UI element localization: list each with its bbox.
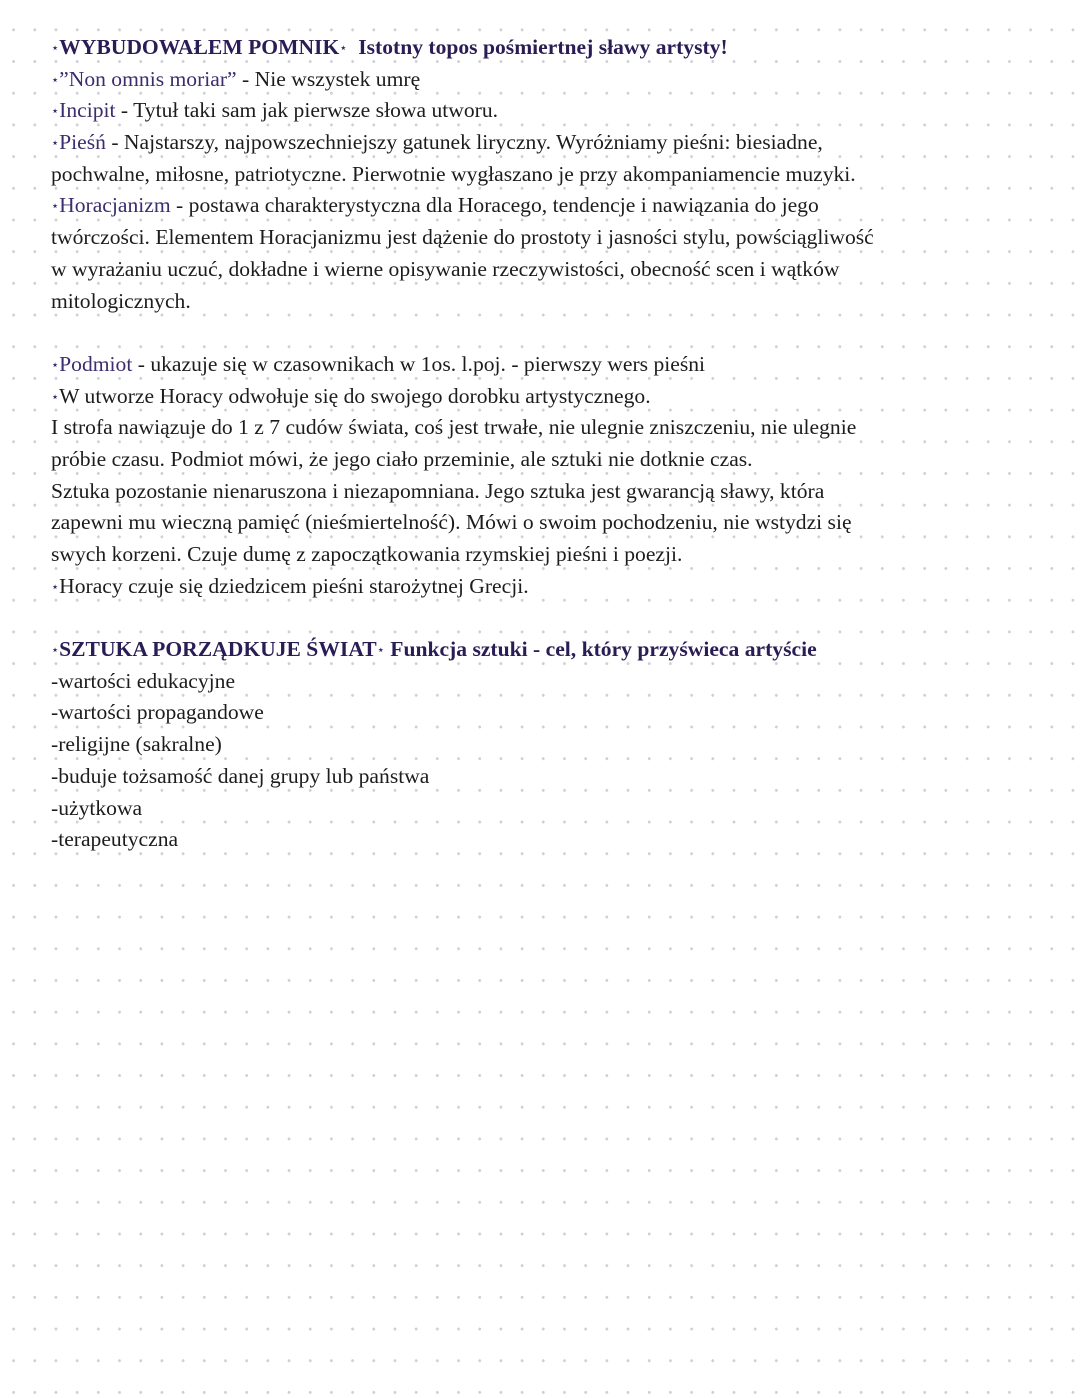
body-text: twórczości. Elementem Horacjanizmu jest dążenie do prostoty i jasności stylu, powściągliwość bbox=[51, 225, 874, 250]
text-line bbox=[51, 729, 1051, 761]
body-text: - Nie wszystek umrę bbox=[236, 66, 421, 91]
body-text: -religijne (sakralne) bbox=[51, 732, 222, 757]
term-label: Incipit bbox=[59, 98, 116, 123]
term-label: Horacjanizm bbox=[59, 193, 171, 218]
text-line bbox=[51, 793, 1051, 825]
body-text: pochwalne, miłosne, patriotyczne. Pierwotnie wygłaszano je przy akompaniamencie muzyki. bbox=[51, 161, 856, 186]
term-label: ”Non omnis moriar” bbox=[59, 66, 237, 91]
section-heading: SZTUKA PORZĄDKUJE ŚWIAT bbox=[59, 637, 377, 662]
text-line bbox=[51, 697, 1051, 729]
star-icon: ⋆ bbox=[51, 103, 60, 119]
blank-line bbox=[51, 317, 1051, 349]
body-text: -buduje tożsamość danej grupy lub państwa bbox=[51, 763, 430, 788]
star-icon: ⋆ bbox=[51, 578, 60, 594]
text-line bbox=[51, 127, 1051, 159]
text-line bbox=[51, 222, 1051, 254]
text-line bbox=[51, 412, 1051, 444]
star-icon: ⋆ bbox=[339, 40, 348, 55]
body-text: -wartości propagandowe bbox=[51, 700, 264, 725]
term-label: Podmiot bbox=[59, 351, 133, 376]
star-icon: ⋆ bbox=[51, 356, 60, 372]
star-icon: ⋆ bbox=[51, 135, 60, 151]
text-line bbox=[51, 286, 1051, 318]
text-line bbox=[51, 444, 1051, 476]
star-icon: ⋆ bbox=[376, 642, 385, 658]
body-text: - ukazuje się w czasownikach w 1os. l.poj. - pierwszy wers pieśni bbox=[132, 351, 706, 376]
body-text: swych korzeni. Czuje dumę z zapoczątkowania rzymskiej pieśni i poezji. bbox=[51, 542, 683, 566]
star-icon: ⋆ bbox=[51, 642, 60, 658]
body-text: Horacy czuje się dziedzicem pieśni starożytnej Grecji. bbox=[59, 573, 529, 598]
section-heading: Funkcja sztuki - cel, który przyświeca artyście bbox=[384, 637, 817, 662]
star-icon: ⋆ bbox=[51, 40, 60, 55]
star-icon: ⋆ bbox=[51, 71, 60, 87]
body-text: zapewni mu wieczną pamięć (nieśmiertelność). Mówi o swoim pochodzeniu, nie wstydzi się bbox=[51, 510, 852, 535]
note-document bbox=[51, 32, 1051, 856]
body-text: I strofa nawiązuje do 1 z 7 cudów świata, coś jest trwałe, nie ulegnie zniszczeniu, nie ulegnie bbox=[51, 415, 857, 440]
section-heading: WYBUDOWAŁEM POMNIK bbox=[59, 35, 340, 59]
body-text: - postawa charakterystyczna dla Horacego, tendencje i nawiązania do jego bbox=[170, 193, 819, 218]
body-text: Sztuka pozostanie nienaruszona i niezapomniana. Jego sztuka jest gwarancją sławy, która bbox=[51, 478, 825, 503]
body-text: w wyrażaniu uczuć, dokładne i wierne opisywanie rzeczywistości, obecność scen i wątków bbox=[51, 256, 840, 281]
text-line bbox=[51, 634, 1051, 666]
text-line bbox=[51, 159, 1051, 191]
star-icon: ⋆ bbox=[51, 198, 60, 214]
body-text: W utworze Horacy odwołuje się do swojego dorobku artystycznego. bbox=[59, 383, 651, 408]
body-text: -wartości edukacyjne bbox=[51, 668, 236, 693]
text-line bbox=[51, 381, 1051, 413]
body-text: mitologicznych. bbox=[51, 288, 191, 313]
body-text: -użytkowa bbox=[51, 795, 143, 820]
text-line bbox=[51, 571, 1051, 603]
text-line bbox=[51, 824, 1051, 856]
text-line bbox=[51, 539, 1051, 571]
text-line bbox=[51, 95, 1051, 127]
body-text: próbie czasu. Podmiot mówi, że jego ciało przeminie, ale sztuki nie dotknie czas. bbox=[51, 446, 753, 471]
text-line bbox=[51, 64, 1051, 96]
body-text: - Najstarszy, najpowszechniejszy gatunek liryczny. Wyróżniamy pieśni: biesiadne, bbox=[105, 130, 823, 155]
body-text: -terapeutyczna bbox=[51, 827, 179, 852]
text-line bbox=[51, 349, 1051, 381]
section-heading: Istotny topos pośmiertnej sławy artysty! bbox=[347, 35, 728, 59]
blank-line bbox=[51, 602, 1051, 634]
body-text: - Tytuł taki sam jak pierwsze słowa utworu. bbox=[115, 98, 499, 123]
text-line bbox=[51, 476, 1051, 508]
text-line bbox=[51, 507, 1051, 539]
star-icon: ⋆ bbox=[51, 388, 60, 404]
text-line bbox=[51, 190, 1051, 222]
text-line bbox=[51, 32, 1051, 64]
text-line bbox=[51, 666, 1051, 698]
term-label: Pieśń bbox=[59, 130, 106, 155]
text-line bbox=[51, 761, 1051, 793]
text-line bbox=[51, 254, 1051, 286]
